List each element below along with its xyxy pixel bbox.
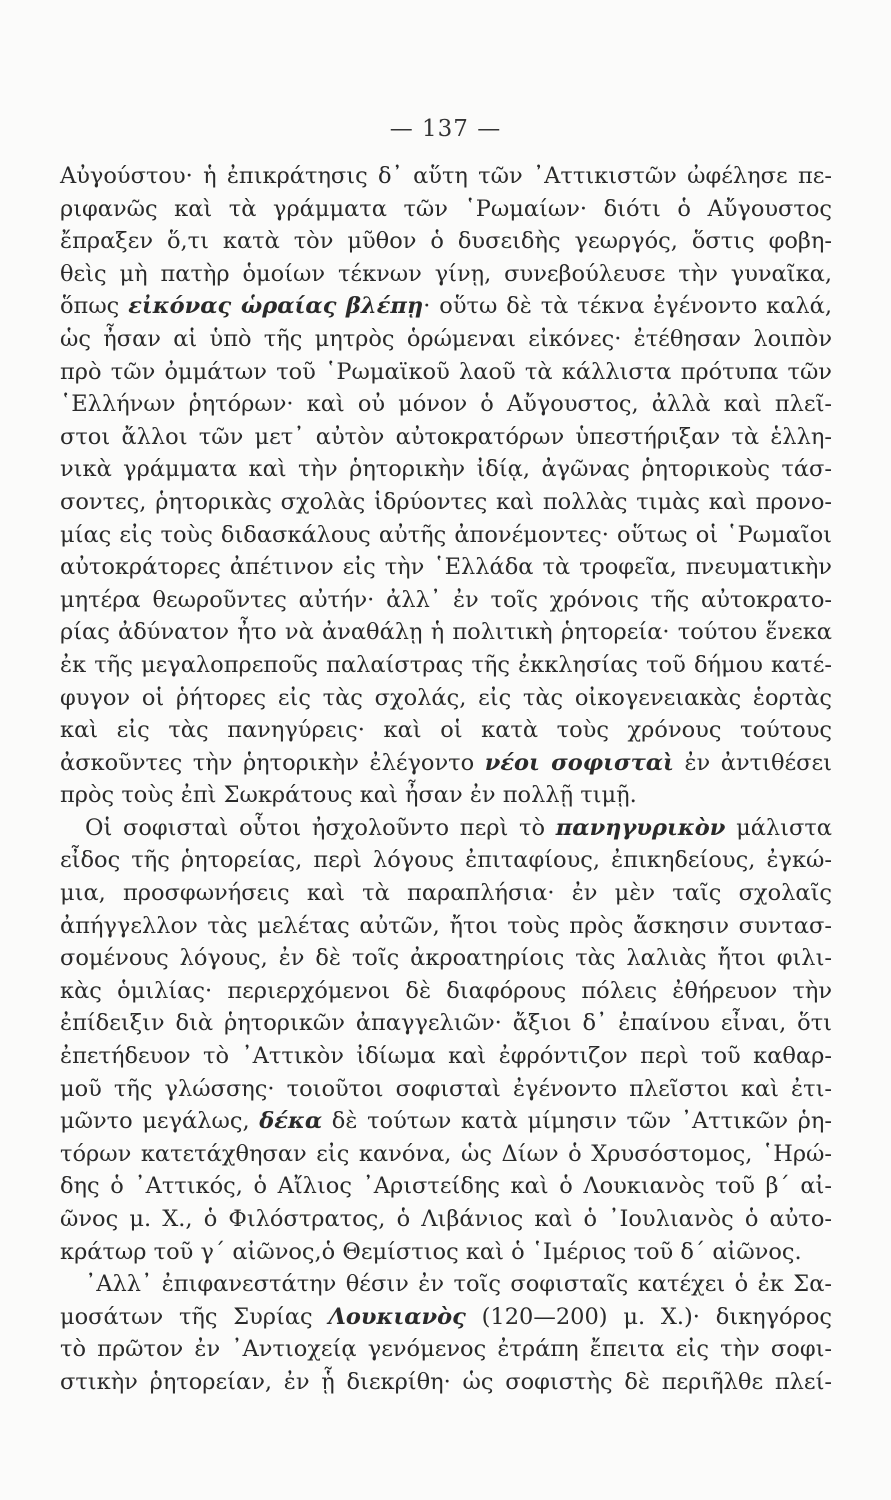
line-text: ἐκ τῆς μεγαλοπρεποῦς παλαίστρας τῆς ἐκκλησίας τοῦ δήμου κατέ- <box>60 651 832 678</box>
line-text: ῾Ελλήνων ῥητόρων· καὶ οὐ μόνον ὁ Αὔγουστος, ἀλλὰ καὶ πλεῖ- <box>60 391 832 418</box>
text-line <box>60 747 832 780</box>
line-text: μῶντο μεγάλως, <box>60 1108 260 1135</box>
emphasized-term: Λουκιανὸς <box>328 1303 466 1330</box>
text-line <box>60 193 832 226</box>
emphasized-term: πανηγυρικὸν <box>555 814 726 841</box>
line-text: μοῦ τῆς γλώσσης· τοιοῦτοι σοφισταὶ ἐγένοντο πλεῖστοι καὶ ἐτι- <box>60 1075 832 1102</box>
text-line <box>60 225 832 258</box>
line-text: νικὰ γράμματα καὶ τὴν ῥητορικὴν ἰδίᾳ, ἀγῶνας ῥητορικοὺς τάσ- <box>60 456 832 483</box>
text-line <box>60 290 832 323</box>
text-line <box>60 1040 832 1073</box>
line-text: σομένους λόγους, ἐν δὲ τοῖς ἀκροατηρίοις τὰς λαλιὰς ἤτοι φιλι- <box>60 945 832 972</box>
body-text <box>60 160 832 1399</box>
text-line <box>60 1203 832 1236</box>
line-text: μάλιστα <box>725 814 832 841</box>
line-text: πρὸ τῶν ὀμμάτων τοῦ ῾Ρωμαϊκοῦ λαοῦ τὰ κάλλιστα πρότυπα τῶν <box>60 358 832 385</box>
text-line <box>60 1333 832 1366</box>
text-line <box>60 323 832 356</box>
text-line <box>60 421 832 454</box>
line-text: τὸ πρῶτον ἐν ᾽Αντιοχείᾳ γενόμενος ἐτράπη ἔπειτα εἰς τὴν σοφι- <box>60 1336 832 1363</box>
line-text: · οὕτω δὲ τὰ τέκνα ἐγένοντο καλά, <box>423 293 833 320</box>
line-text: Αὐγούστου· ἡ ἐπικράτησις δ᾽ αὕτη τῶν ᾽Αττικιστῶν ὠφέλησε πε- <box>60 163 832 189</box>
line-text: φυγον οἱ ῥήτορες εἰς τὰς σχολάς, εἰς τὰς οἰκογενειακὰς ἑορτὰς <box>60 684 832 711</box>
line-text: μητέρα θεωροῦντες αὐτήν· ἀλλ᾽ ἐν τοῖς χρόνοις τῆς αὐτοκρατο- <box>60 586 832 613</box>
line-text: ὅπως <box>60 293 129 320</box>
line-text: ἔπραξεν ὅ,τι κατὰ τὸν μῦθον ὁ δυσειδὴς γεωργός, ὅστις φοβη- <box>60 228 832 255</box>
text-line <box>60 812 832 845</box>
text-line <box>60 649 832 682</box>
text-line <box>60 616 832 649</box>
text-line <box>60 258 832 291</box>
line-text: τόρων κατετάχθησαν εἰς κανόνα, ὡς Δίων ὁ Χρυσόστομος, ῾Ηρώ- <box>60 1140 832 1167</box>
line-text: καὶ εἰς τὰς πανηγύρεις· καὶ οἱ κατὰ τοὺς χρόνους τούτους <box>60 717 832 744</box>
page-number: — 137 — <box>389 116 502 142</box>
text-line <box>60 714 832 747</box>
text-line <box>60 356 832 389</box>
line-text: ᾽Αλλ᾽ ἐπιφανεστάτην θέσιν ἐν τοῖς σοφισταῖς κατέχει ὁ ἐκ Σα- <box>85 1271 832 1298</box>
text-line <box>60 1170 832 1203</box>
line-text: αὐτοκράτορες ἀπέτινον εἰς τὴν ῾Ελλάδα τὰ τροφεῖα, πνευματικὴν <box>60 554 832 581</box>
line-text: ἐπίδειξιν διὰ ῥητορικῶν ἀπαγγελιῶν· ἄξιοι δ᾽ ἐπαίνου εἶναι, ὅτι <box>60 1010 832 1037</box>
text-line <box>60 160 832 193</box>
line-text: δης ὁ ᾽Αττικός, ὁ Αἴλιος ᾽Αριστείδης καὶ ὁ Λουκιανὸς τοῦ β΄ αἰ- <box>60 1173 832 1200</box>
line-text: Οἱ σοφισταὶ οὗτοι ἠσχολοῦντο περὶ τὸ <box>85 814 556 841</box>
line-text: ἀσκοῦντες τὴν ῥητορικὴν ἐλέγοντο <box>60 749 485 776</box>
line-text: ρίας ἀδύνατον ἦτο νὰ ἀναθάλῃ ἡ πολιτικὴ ῥητορεία· τούτου ἕνεκα <box>60 619 832 646</box>
line-text: ἐν ἀντιθέσει <box>673 749 832 776</box>
line-text: ἐπετήδευον τὸ ᾽Αττικὸν ἰδίωμα καὶ ἐφρόντιζον περὶ τοῦ καθαρ- <box>60 1043 832 1070</box>
line-text: εἶδος τῆς ῥητορείας, περὶ λόγους ἐπιταφίους, ἐπικηδείους, ἐγκώ- <box>60 847 832 874</box>
line-text: θεὶς μὴ πατὴρ ὁμοίων τέκνων γίνῃ, συνεβούλευσε τὴν γυναῖκα, <box>60 260 832 287</box>
text-line <box>60 682 832 715</box>
text-line <box>60 1073 832 1106</box>
text-line <box>60 1007 832 1040</box>
text-line <box>60 584 832 617</box>
text-line <box>60 910 832 943</box>
line-text: μίας εἰς τοὺς διδασκάλους αὐτῆς ἀπονέμοντες· οὕτως οἱ ῾Ρωμαῖοι <box>60 521 832 548</box>
line-text: ριφανῶς καὶ τὰ γράμματα τῶν ῾Ρωμαίων· διότι ὁ Αὔγουστος <box>60 195 832 222</box>
text-line <box>60 975 832 1008</box>
text-line <box>60 844 832 877</box>
emphasized-term: νέοι σοφισταὶ <box>484 749 674 776</box>
text-line <box>60 877 832 910</box>
line-text: στικὴν ῥητορείαν, ἐν ᾗ διεκρίθη· ὡς σοφιστὴς δὲ περιῆλθε πλεί- <box>60 1368 832 1395</box>
text-line <box>60 486 832 519</box>
line-text: κὰς ὁμιλίας· περιερχόμενοι δὲ διαφόρους πόλεις ἐθήρευον τὴν <box>60 977 832 1004</box>
emphasized-term: εἰκόνας ὡραίας βλέπῃ <box>128 293 424 320</box>
emphasized-term: δέκα <box>259 1108 323 1135</box>
text-line <box>60 519 832 552</box>
text-line <box>60 1138 832 1171</box>
line-text: ῶνος μ. Χ., ὁ Φιλόστρατος, ὁ Λιβάνιος καὶ ὁ ᾽Ιουλιανὸς ὁ αὐτο- <box>60 1206 832 1232</box>
line-text: δὲ τούτων κατὰ μίμησιν τῶν ᾽Αττικῶν ῥη- <box>322 1108 832 1135</box>
line-text: κράτωρ τοῦ γ΄ αἰῶνος,ὁ Θεμίστιος καὶ ὁ ῾Ιμέριος τοῦ δ΄ αἰῶνος. <box>60 1238 802 1265</box>
line-text: πρὸς τοὺς ἐπὶ Σωκράτους καὶ ἦσαν ἐν πολλῇ τιμῇ. <box>60 782 637 809</box>
line-text: σοντες, ῥητορικὰς σχολὰς ἱδρύοντες καὶ πολλὰς τιμὰς καὶ προνο- <box>60 488 832 515</box>
text-line <box>60 551 832 584</box>
text-line <box>60 453 832 486</box>
text-line <box>60 1236 832 1269</box>
text-line <box>60 1301 832 1334</box>
text-line <box>60 1366 832 1399</box>
line-text: ἀπήγγελλον τὰς μελέτας αὐτῶν, ἤτοι τοὺς πρὸς ἄσκησιν συντασ- <box>60 912 832 939</box>
line-text: ὡς ἦσαν αἱ ὑπὸ τῆς μητρὸς ὁρώμεναι εἰκόνες· ἐτέθησαν λοιπὸν <box>60 325 832 352</box>
text-line <box>60 1105 832 1138</box>
text-line <box>60 388 832 421</box>
line-text: στοι ἄλλοι τῶν μετ᾽ αὐτὸν αὐτοκρατόρων ὑπεστήριξαν τὰ ἑλλη- <box>60 423 832 450</box>
text-line <box>60 942 832 975</box>
line-text: μια, προσφωνήσεις καὶ τὰ παραπλήσια· ἐν μὲν ταῖς σχολαῖς <box>60 880 832 907</box>
line-text: (120—200) μ. Χ.)· δικηγόρος <box>465 1303 832 1330</box>
text-line <box>60 779 832 812</box>
line-text: μοσάτων τῆς Συρίας <box>60 1303 329 1330</box>
text-line <box>60 1268 832 1301</box>
